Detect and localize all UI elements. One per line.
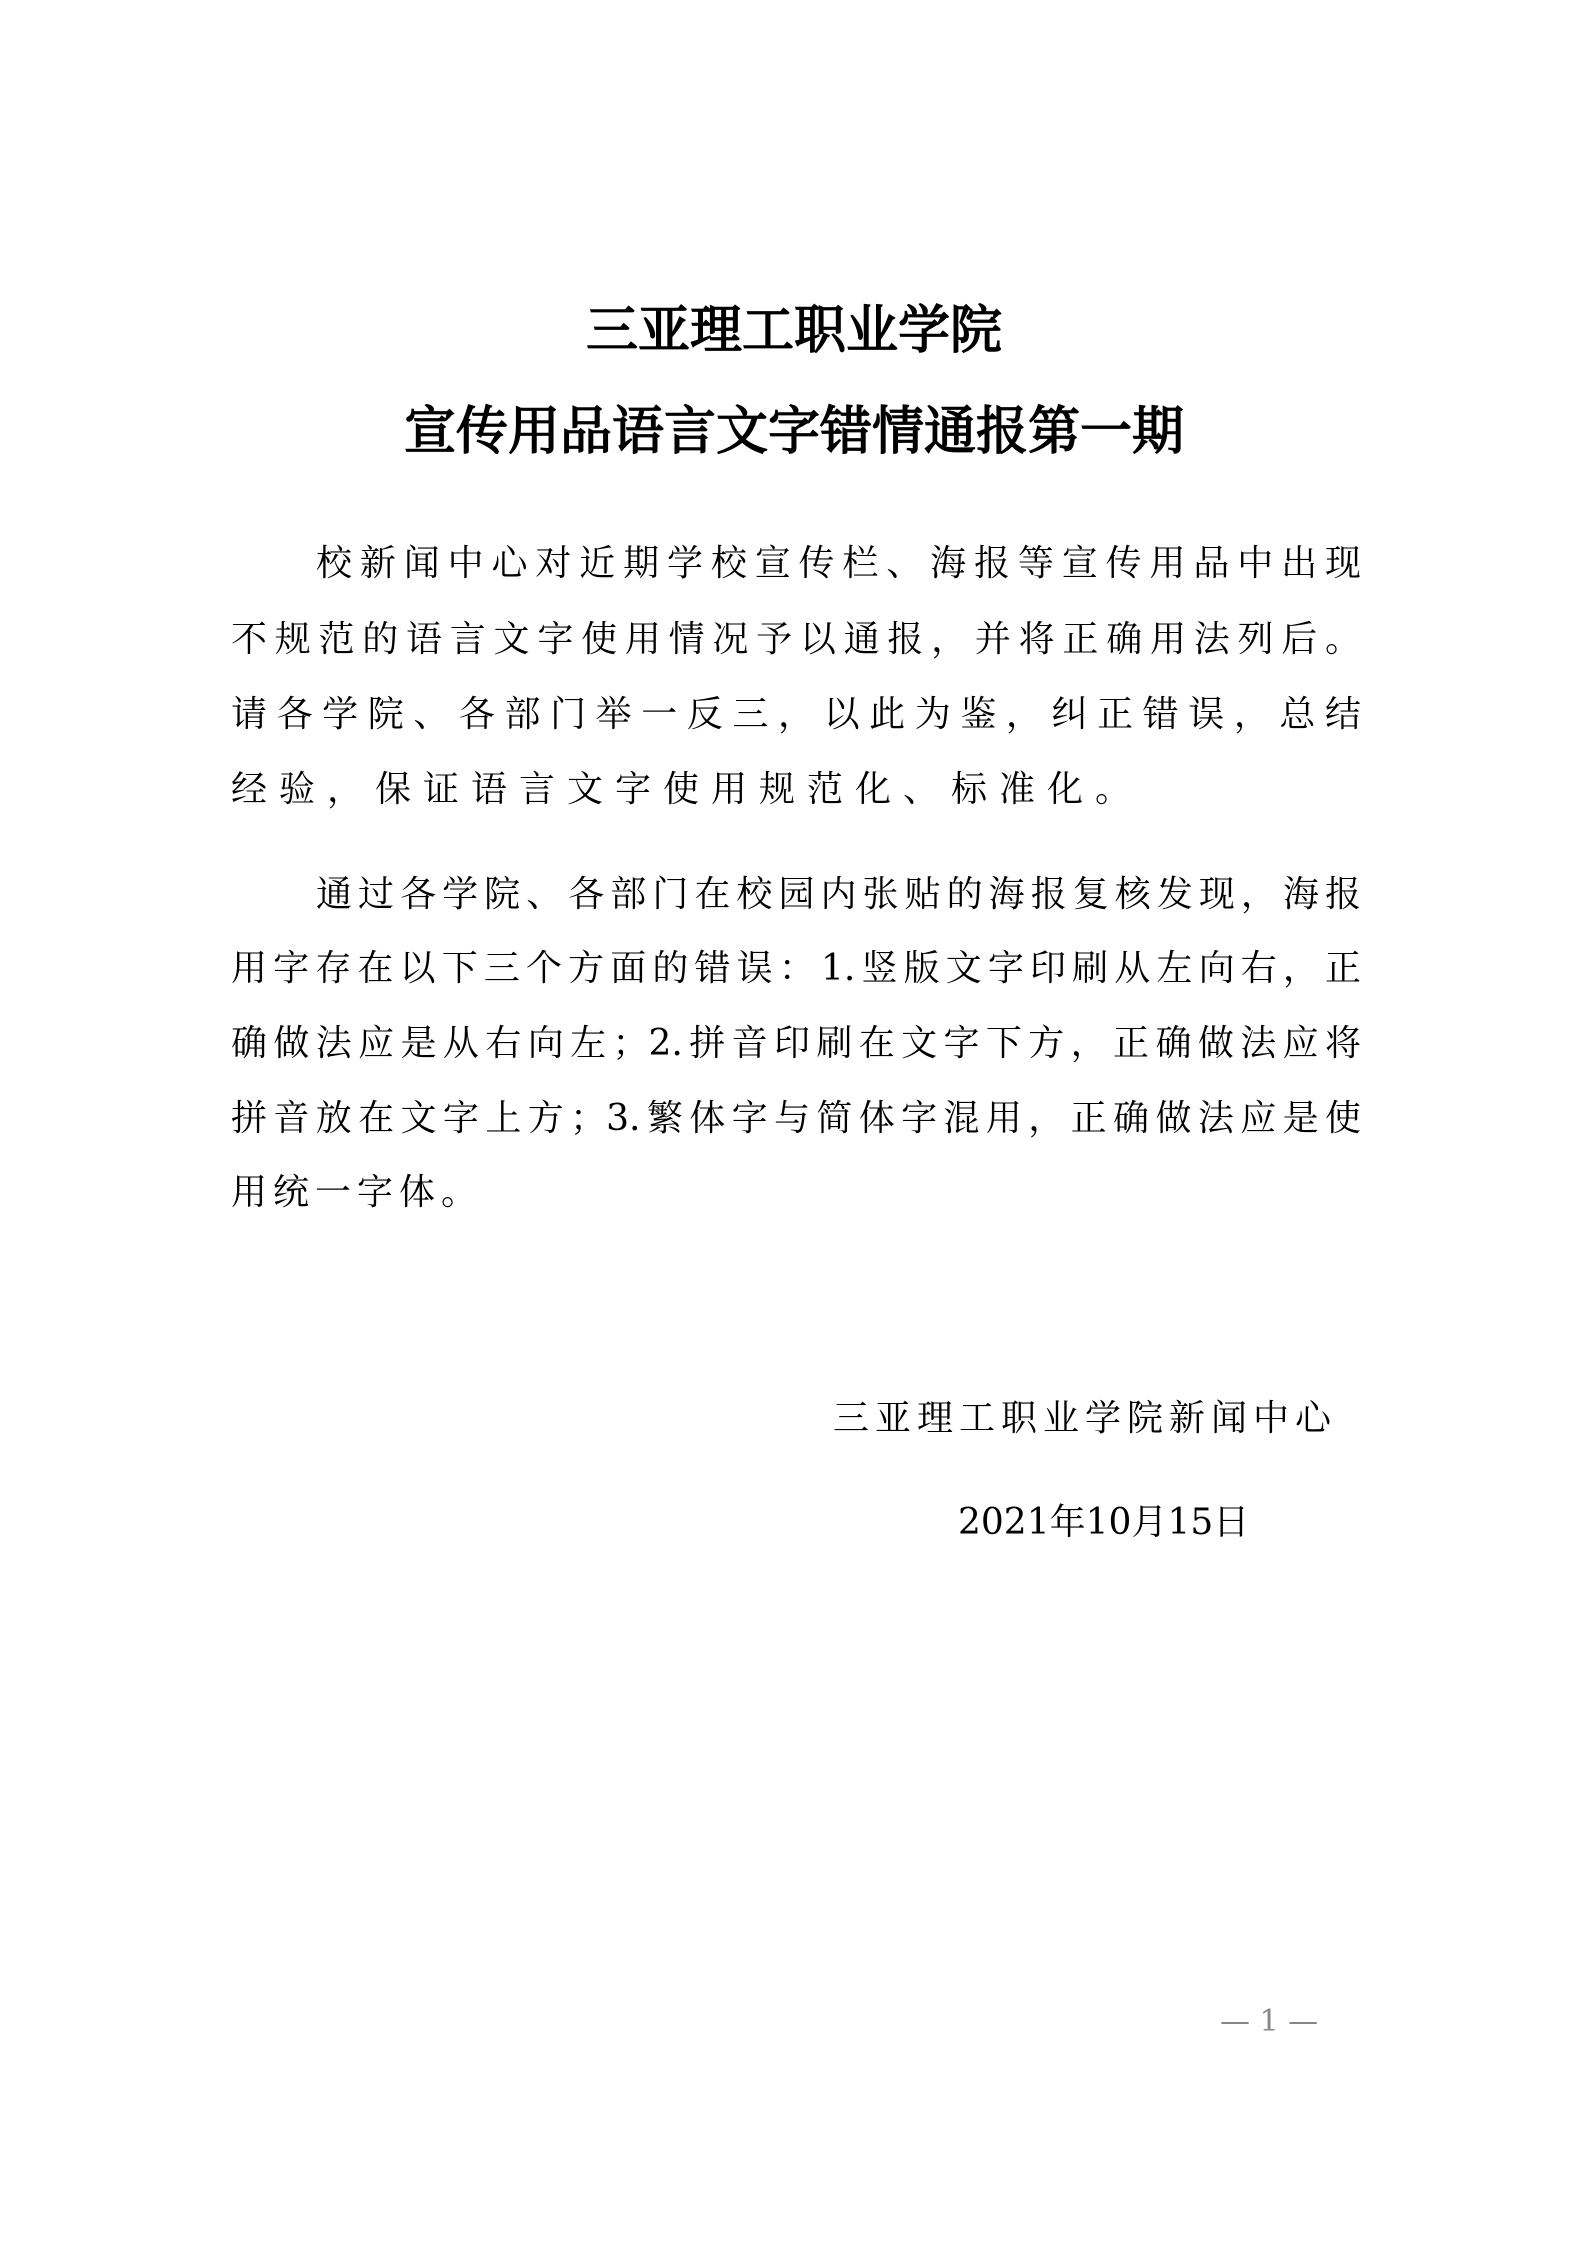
paragraph-line: 拼音放在文字上方；3.繁体字与简体字混用，正确做法应是使 bbox=[231, 1098, 1361, 1139]
paragraph-line: 请各学院、各部门举一反三，以此为鉴，纠正错误，总结 bbox=[231, 694, 1361, 735]
paragraph-line: 校新闻中心对近期学校宣传栏、海报等宣传用品中出现 bbox=[316, 543, 1361, 584]
paragraph-line: 确做法应是从右向左；2.拼音印刷在文字下方，正确做法应将 bbox=[231, 1023, 1361, 1064]
paragraph-line: 用统一字体。 bbox=[231, 1172, 484, 1213]
paragraph-line: 不规范的语言文字使用情况予以通报，并将正确用法列后。 bbox=[231, 619, 1361, 660]
paragraph-line: 用字存在以下三个方面的错误：1.竖版文字印刷从左向右，正 bbox=[231, 948, 1361, 989]
signature: 三亚理工职业学院新闻中心 bbox=[833, 1398, 1338, 1439]
paragraph-line: 通过各学院、各部门在校园内张贴的海报复核发现，海报 bbox=[316, 874, 1361, 915]
page-number: — 1 — bbox=[1220, 2004, 1319, 2039]
document-title: 三亚理工职业学院 bbox=[585, 300, 1002, 361]
date: 2021年10月15日 bbox=[958, 1502, 1250, 1543]
paragraph-line: 经验，保证语言文字使用规范化、标准化。 bbox=[231, 769, 1144, 810]
document-subtitle: 宣传用品语言文字错情通报第一期 bbox=[403, 401, 1184, 462]
